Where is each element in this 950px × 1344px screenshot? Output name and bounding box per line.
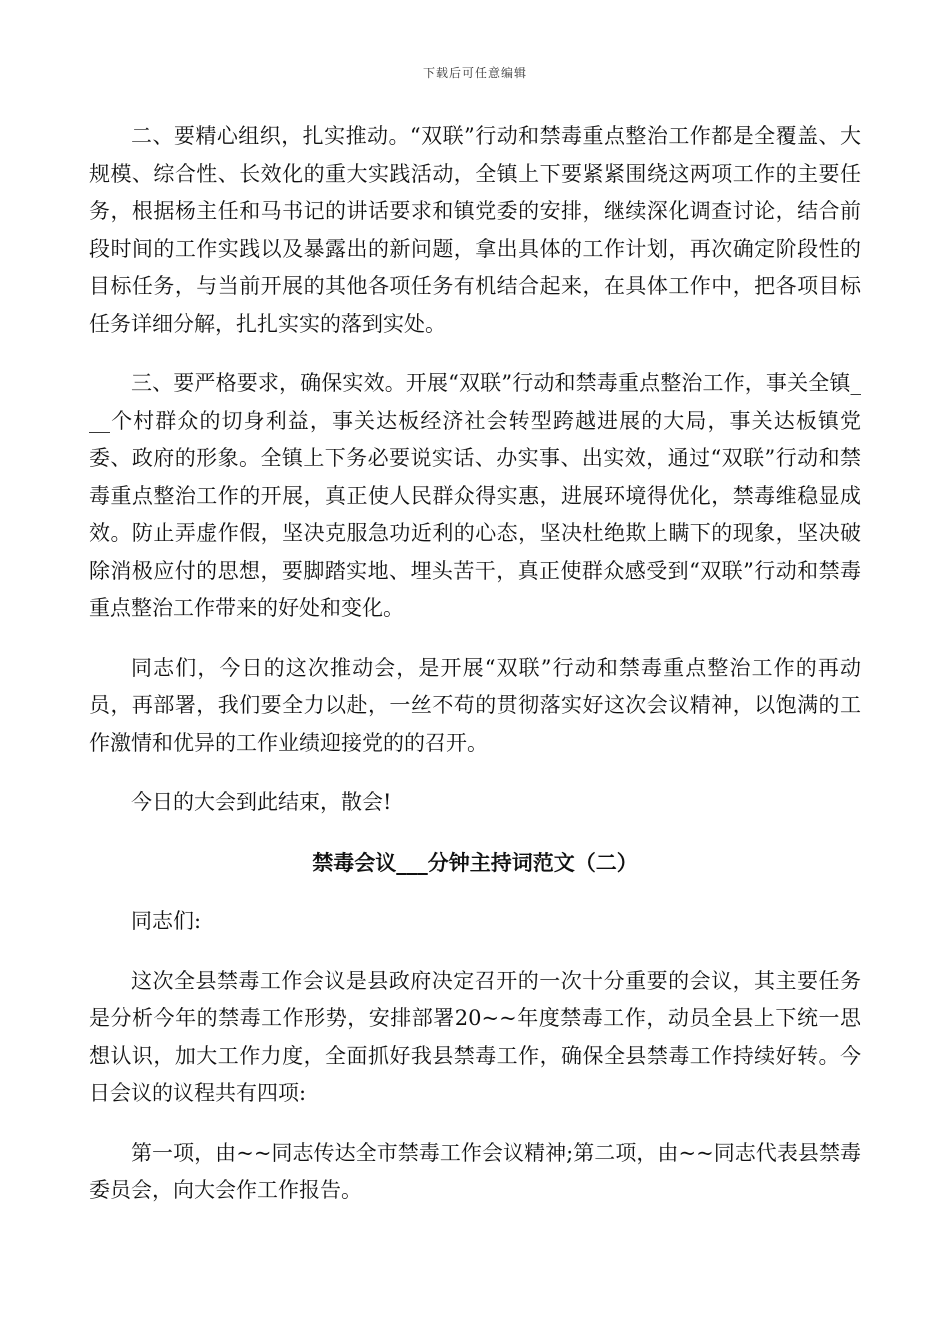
paragraph-point-three: 三、要严格要求，确保实效。开展“双联”行动和禁毒重点整治工作，事关全镇___个村群众的切身利益，事关达板经济社会转型跨越进展的大局，事关达板镇党委、政府的形象。全镇上下务必要说实话、办实事、出实效，通过“双联”行动和禁毒重点整治工作的开展，真正使人民群众得实惠，进展环境得优化，禁毒维稳显成效。防止弄虚作假，坚决克服急功近利的心态，坚决杜绝欺上瞒下的现象，坚决破除消极应付的思想，要脚踏实地、埋头苦干，真正使群众感受到“双联”行动和禁毒重点整治工作带来的好处和变化。 (89, 371, 861, 620)
paragraph-salutation: 同志们: (131, 909, 202, 933)
paragraph-meeting-purpose: 这次全县禁毒工作会议是县政府决定召开的一次十分重要的会议，其主要任务是分析今年的禁毒工作形势，安排部署20~~年度禁毒工作，动员全县上下统一思想认识，加大工作力度，全面抓好我县禁毒工作，确保全县禁毒工作持续好转。今日会议的议程共有四项: (89, 968, 861, 1105)
section-title: 禁毒会议___分钟主持词范文（二） (312, 849, 638, 875)
document-body (89, 118, 861, 1232)
paragraph-point-two: 二、要精心组织，扎实推动。“双联”行动和禁毒重点整治工作都是全覆盖、大规模、综合性、长效化的重大实践活动，全镇上下要紧紧围绕这两项工作的主要任务，根据杨主任和马书记的讲话要求和镇党委的安排，继续深化调查讨论，结合前段时间的工作实践以及暴露出的新问题，拿出具体的工作计划，再次确定阶段性的目标任务，与当前开展的其他各项任务有机结合起来，在具体工作中，把各项目标任务详细分解，扎扎实实的落到实处。 (89, 124, 861, 336)
page-header-note: 下载后可任意编辑 (422, 66, 527, 80)
paragraph-closing-remarks: 同志们，今日的这次推动会，是开展“双联”行动和禁毒重点整治工作的再动员，再部署，我们要全力以赴，一丝不苟的贯彻落实好这次会议精神，以饱满的工作激情和优异的工作业绩迎接党的的召开。 (89, 655, 861, 755)
paragraph-meeting-end: 今日的大会到此结束，散会! (131, 790, 392, 814)
paragraph-agenda: 第一项，由~~同志传达全市禁毒工作会议精神;第二项，由~~同志代表县禁毒委员会，向大会作工作报告。 (89, 1140, 861, 1202)
